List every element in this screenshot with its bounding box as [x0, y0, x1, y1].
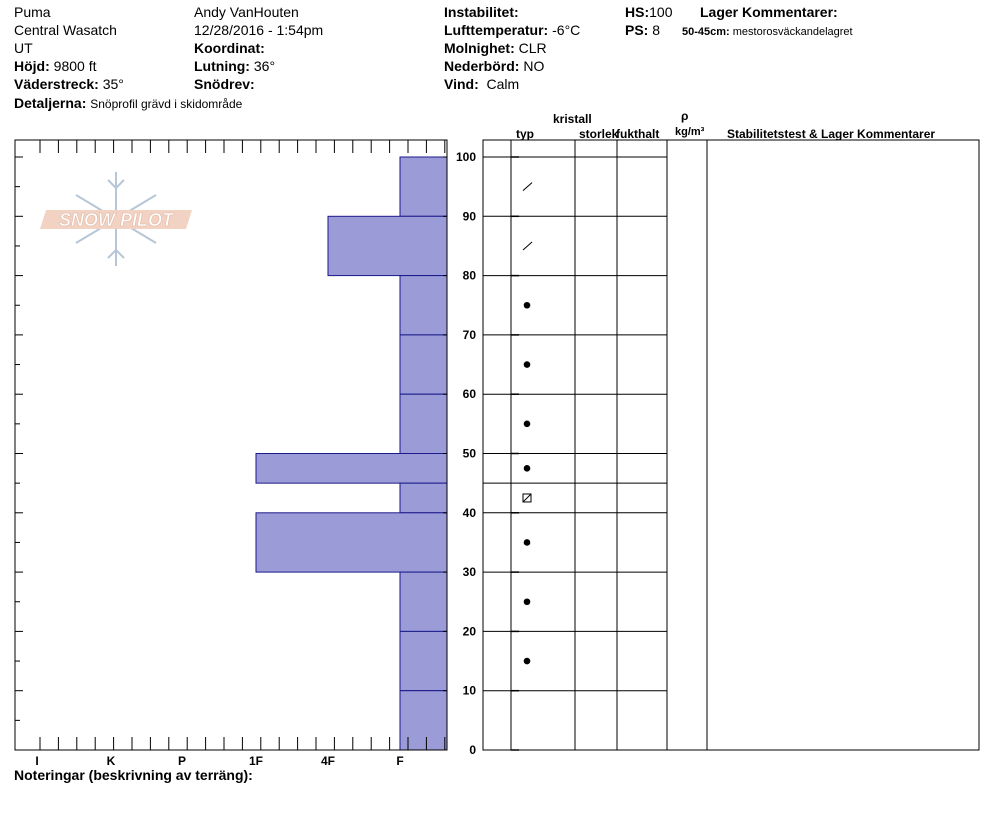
- height-tick-label: 30: [462, 565, 476, 580]
- hardness-bar: [400, 335, 447, 394]
- coordinate-label: Koordinat:: [194, 40, 265, 56]
- layer-comments-label: Lager Kommentarer:: [700, 4, 838, 20]
- ps-label: PS:: [625, 22, 649, 38]
- crystal-symbol-decomposing: [523, 242, 532, 250]
- air-temp-value: -6°C: [552, 22, 581, 38]
- crystal-symbol-rounded: [524, 361, 531, 368]
- hardness-label: 4F: [320, 754, 336, 768]
- layer-comment-text: mestorosväckandelagret: [732, 26, 853, 38]
- logo-text: SNOW PILOT: [59, 210, 173, 230]
- hs-value: 100: [649, 4, 673, 20]
- elevation-label: Höjd:: [14, 58, 50, 74]
- height-tick-label: 20: [462, 624, 476, 639]
- type-header: typ: [516, 127, 534, 141]
- height-tick-label: 70: [462, 327, 476, 342]
- density-unit: kg/m³: [675, 126, 705, 138]
- hs-label: HS:: [625, 4, 650, 20]
- notes-label: Noteringar (beskrivning av terräng):: [14, 767, 253, 783]
- crystal-symbol-rounded: [524, 302, 531, 309]
- height-tick-label: 60: [462, 387, 476, 402]
- slope-label: Lutning:: [194, 58, 250, 74]
- slope-value: 36°: [253, 58, 276, 74]
- aspect-label: Väderstreck:: [14, 76, 99, 92]
- state-name: UT: [14, 40, 33, 56]
- hardness-bar: [328, 216, 447, 275]
- sky-value: CLR: [518, 40, 547, 56]
- hardness-label: I: [35, 754, 39, 768]
- elevation-value: 9800 ft: [53, 58, 97, 74]
- wind-value: Calm: [486, 76, 520, 92]
- layer-comment-depth: 50-45cm:: [682, 26, 730, 38]
- crystal-symbol-rounded: [524, 539, 531, 546]
- location-name: Puma: [14, 4, 51, 20]
- crystal-header: kristall: [553, 112, 592, 126]
- hardness-bar: [400, 631, 447, 690]
- hardness-label: K: [106, 754, 116, 768]
- hardness-label: F: [396, 754, 404, 768]
- height-tick-label: 90: [462, 209, 476, 224]
- range-name: Central Wasatch: [14, 22, 117, 38]
- moisture-header: fukthalt: [616, 127, 660, 141]
- observation-datetime: 12/28/2016 - 1:54pm: [194, 22, 324, 38]
- height-tick-label: 80: [462, 268, 476, 283]
- height-tick-label: 40: [462, 505, 476, 520]
- crystal-symbol-rounded: [524, 598, 531, 605]
- height-tick-label: 0: [469, 743, 476, 757]
- hardness-label: 1F: [248, 754, 264, 768]
- density-symbol: ρ: [681, 109, 689, 123]
- details-value: Snöprofil grävd i skidområde: [90, 97, 243, 111]
- crystal-symbol-rounded: [524, 465, 531, 472]
- air-temp-label: Lufttemperatur:: [444, 22, 549, 38]
- hardness-bar: [256, 454, 447, 484]
- instability-label: Instabilitet:: [444, 4, 519, 20]
- sky-label: Molnighet:: [444, 40, 515, 56]
- ps-value: 8: [652, 22, 661, 38]
- wind-loading-label: Snödrev:: [194, 76, 255, 92]
- observer-name: Andy VanHouten: [194, 4, 299, 20]
- hardness-bar: [400, 276, 447, 335]
- hardness-bar: [400, 572, 447, 631]
- aspect-value: 35°: [102, 76, 124, 92]
- hardness-bar: [256, 513, 447, 572]
- height-tick-label: 50: [462, 446, 476, 461]
- hardness-bar: [400, 483, 447, 513]
- hardness-bar: [400, 394, 447, 453]
- size-header: storlek: [579, 127, 619, 141]
- layer-table-frame: [483, 140, 979, 750]
- crystal-symbol-rounded: [524, 421, 531, 428]
- hardness-bar: [400, 157, 447, 216]
- snowpilot-logo: [40, 172, 192, 266]
- crystal-symbol-decomposing: [523, 183, 532, 191]
- height-tick-label: 100: [455, 150, 476, 164]
- height-tick-label: 10: [462, 683, 476, 698]
- precip-label: Nederbörd:: [444, 58, 520, 74]
- details-label: Detaljerna:: [14, 95, 87, 111]
- stability-header: Stabilitetstest & Lager Kommentarer: [727, 127, 936, 141]
- crystal-symbol-rounded: [524, 658, 531, 665]
- crystal-symbol-faceted-diagonal: [523, 494, 531, 502]
- hardness-bar: [400, 691, 447, 750]
- precip-value: NO: [523, 58, 545, 74]
- wind-label: Vind:: [444, 76, 479, 92]
- hardness-label: P: [177, 754, 187, 768]
